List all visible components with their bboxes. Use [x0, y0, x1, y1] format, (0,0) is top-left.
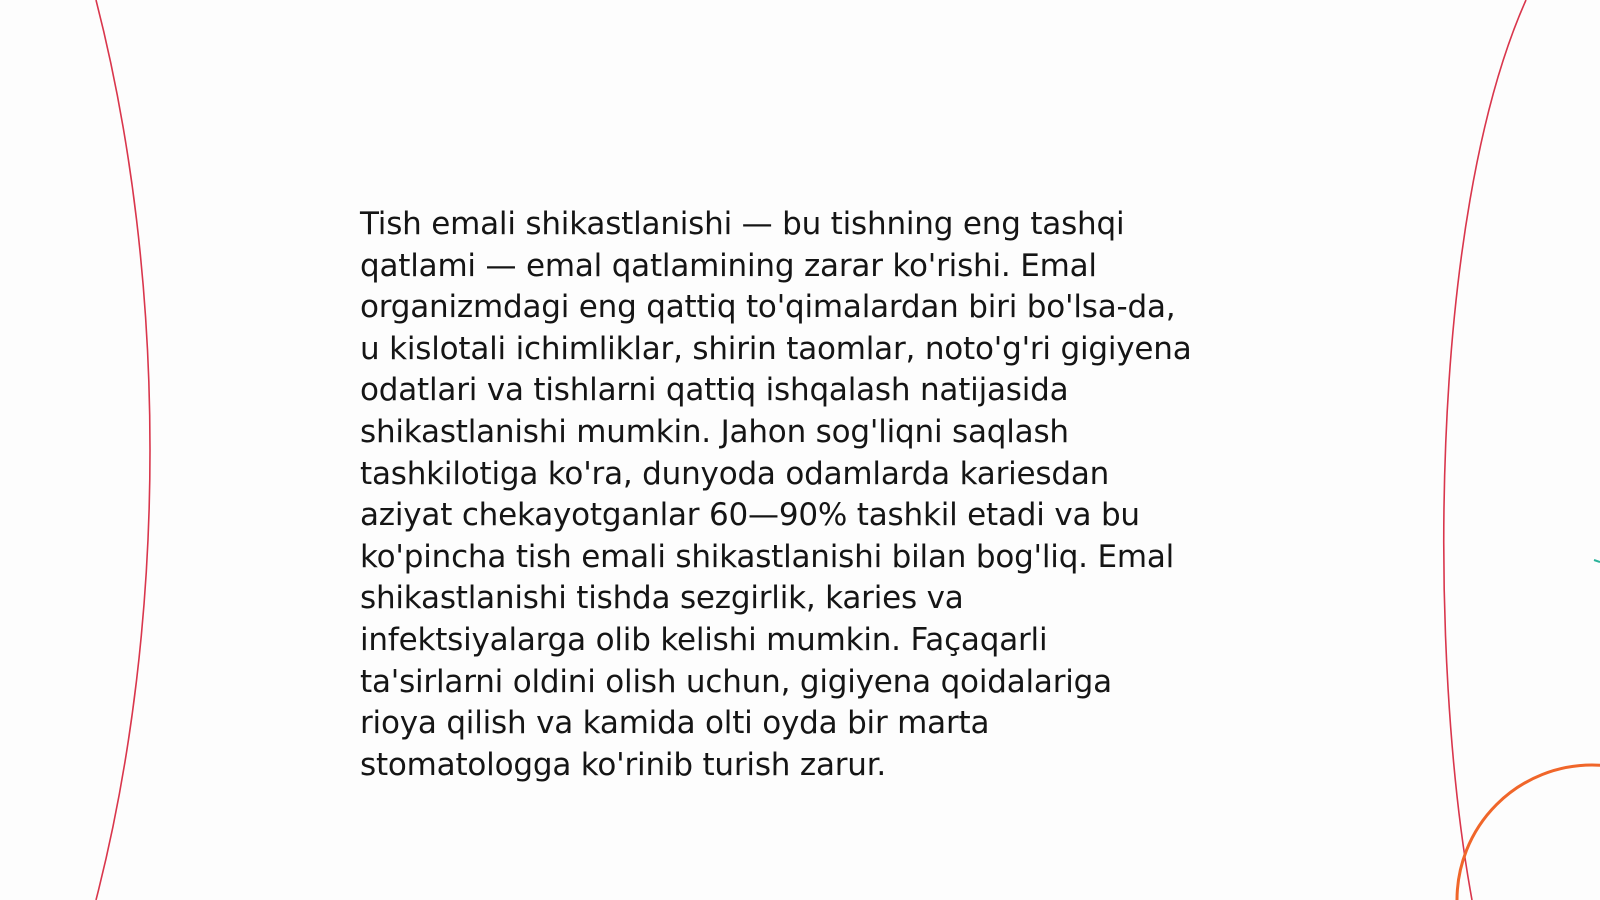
paragraph-line: ta'sirlarni oldini olish uchun, gigiyena qoidalariga — [360, 663, 1112, 700]
paragraph-line: u kislotali ichimliklar, shirin taomlar, noto'g'ri gigiyena — [360, 330, 1192, 367]
paragraph-line: ko'pincha tish emali shikastlanishi bilan bog'liq. Emal — [360, 538, 1175, 575]
paragraph-line: tashkilotiga ko'ra, dunyoda odamlarda kariesdan — [360, 455, 1110, 492]
paragraph-line: shikastlanishi mumkin. Jahon sog'liqni saqlash — [360, 413, 1069, 450]
teal-tick-decoration — [1594, 560, 1600, 562]
body-paragraph — [360, 204, 1240, 786]
paragraph-line: infektsiyalarga olib kelishi mumkin. Façaqarli — [360, 621, 1048, 658]
paragraph-line: Tish emali shikastlanishi — bu tishning eng tashqi — [360, 206, 1125, 242]
left-curve-decoration — [96, 0, 150, 900]
orange-circle-decoration — [1457, 765, 1600, 900]
paragraph-line: odatlari va tishlarni qattiq ishqalash natijasida — [360, 372, 1069, 409]
paragraph-line: stomatologga ko'rinib turish zarur. — [360, 746, 887, 783]
right-curve-decoration — [1444, 0, 1526, 900]
paragraph-line: aziyat chekayotganlar 60—90% tashkil etadi va bu — [360, 497, 1140, 534]
paragraph-line: shikastlanishi tishda sezgirlik, karies va — [360, 580, 964, 617]
paragraph-line: qatlami — emal qatlamining zarar ko'rishi. Emal — [360, 247, 1097, 284]
paragraph-line: rioya qilish va kamida olti oyda bir marta — [360, 705, 990, 742]
paragraph-line: organizmdagi eng qattiq to'qimalardan biri bo'lsa-da, — [360, 289, 1176, 326]
